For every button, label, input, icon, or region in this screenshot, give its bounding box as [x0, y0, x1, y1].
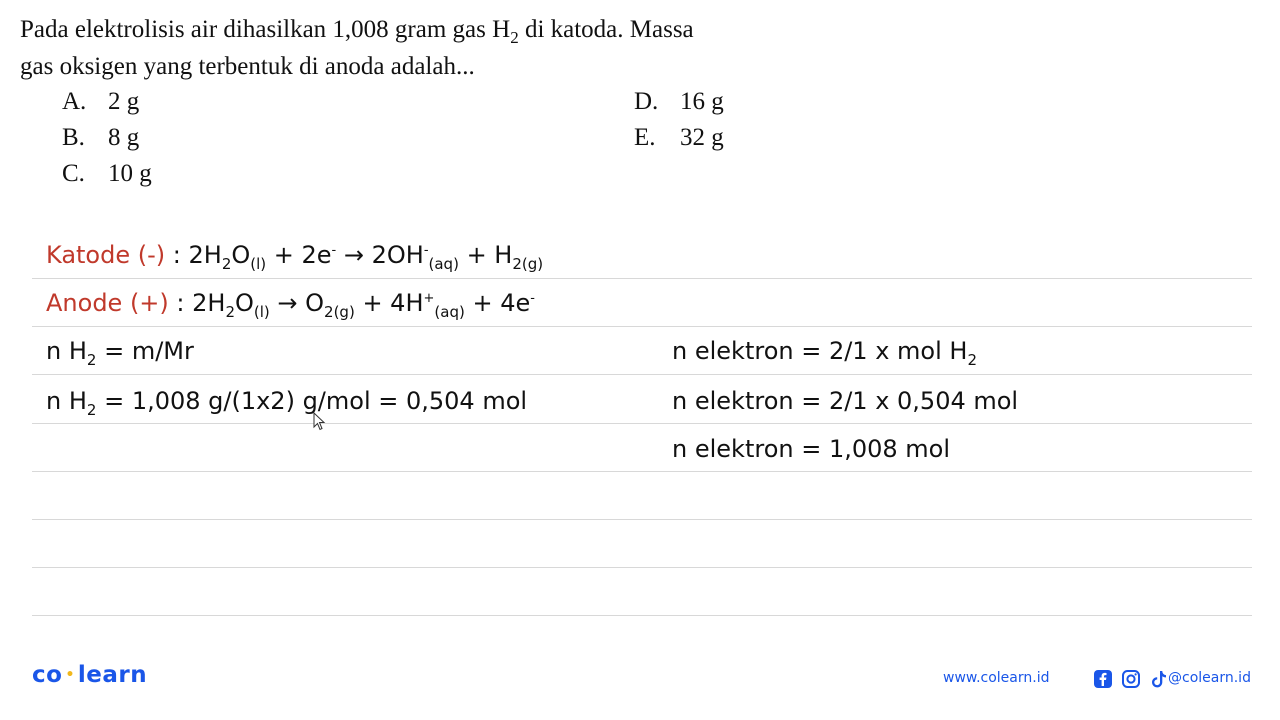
ruled-line: [32, 471, 1252, 472]
ruled-line: [32, 615, 1252, 616]
ruled-line: [32, 278, 1252, 279]
option-c: [62, 159, 152, 189]
question-section: [0, 0, 1280, 210]
instagram-icon[interactable]: [1121, 669, 1141, 689]
ruled-line: [32, 326, 1252, 327]
logo-text-right: learn: [77, 662, 148, 688]
option-letter: B.: [62, 124, 85, 151]
option-letter: D.: [634, 88, 659, 115]
nh2-calculation: n $H_2 = 1,008$ g/(1x2) g/mol = 0,504 mol: [46, 387, 528, 419]
mouse-cursor-icon: [313, 412, 327, 432]
question-text-1: Pada elektrolisis air dihasilkan 1,008 gram gas H: [20, 16, 511, 43]
social-icons: [1093, 668, 1169, 690]
option-text: 16 g: [680, 88, 724, 115]
ruled-line: [32, 519, 1252, 520]
option-letter: C.: [62, 160, 85, 187]
solution-section: [0, 225, 1280, 645]
facebook-icon[interactable]: [1093, 669, 1113, 689]
option-letter: E.: [634, 124, 656, 151]
nh2-formula: n $H_2 = m/Mr$: [46, 337, 194, 369]
option-b: [62, 123, 139, 153]
ruled-line: [32, 374, 1252, 375]
option-d: [634, 87, 724, 117]
question-text-1-end: di katoda. Massa: [518, 16, 694, 43]
colon: :: [168, 289, 193, 317]
nh2-formula-text: = m/Mr: [104, 337, 194, 365]
website-link[interactable]: www.colearn.id: [943, 670, 1050, 686]
katode-equation: Katode (-) : $2H_2O_{(l)} + 2e^- \to 2OH^-_{(aq)} + H_{2(g)}$: [46, 241, 544, 273]
colearn-logo[interactable]: [32, 662, 147, 688]
option-text: 32 g: [680, 124, 724, 151]
question-subscript: 2: [510, 28, 519, 47]
question-line-1: [20, 15, 694, 53]
ruled-line: [32, 423, 1252, 424]
option-e: [634, 123, 724, 153]
n-elektron-1-text: n elektron = 2/1 x mol H: [672, 337, 968, 365]
ruled-line: [32, 567, 1252, 568]
option-a: [62, 87, 139, 117]
logo-dot: •: [65, 667, 75, 683]
n-elektron-2: n elektron = 2/1 x 0,504 mol: [672, 387, 1019, 415]
option-text: 2 g: [108, 88, 140, 115]
question-line-2: gas oksigen yang terbentuk di anoda adalah...: [20, 53, 475, 80]
anode-label: Anode (+): [46, 289, 169, 317]
n-elektron-3: n elektron = 1,008 mol: [672, 435, 951, 463]
tiktok-icon[interactable]: [1149, 669, 1169, 689]
anode-equation: Anode (+) : $2H_2O_{(l)} \to O_{2(g)} + 4H^+_{(aq)} + 4e^-$: [46, 289, 535, 321]
n-elektron-1: n elektron = 2/1 x mol $H_2$: [672, 337, 977, 369]
katode-label: Katode (-): [46, 241, 166, 269]
colon: :: [165, 241, 189, 269]
logo-text-left: co: [32, 662, 63, 688]
option-text: 10 g: [108, 160, 152, 187]
footer: [0, 650, 1280, 720]
nh2-calc-text: = 1,008 g/(1x2) g/mol = 0,504 mol: [104, 387, 528, 415]
social-handle[interactable]: @colearn.id: [1168, 670, 1251, 686]
option-text: 8 g: [108, 124, 140, 151]
option-letter: A.: [62, 88, 87, 115]
